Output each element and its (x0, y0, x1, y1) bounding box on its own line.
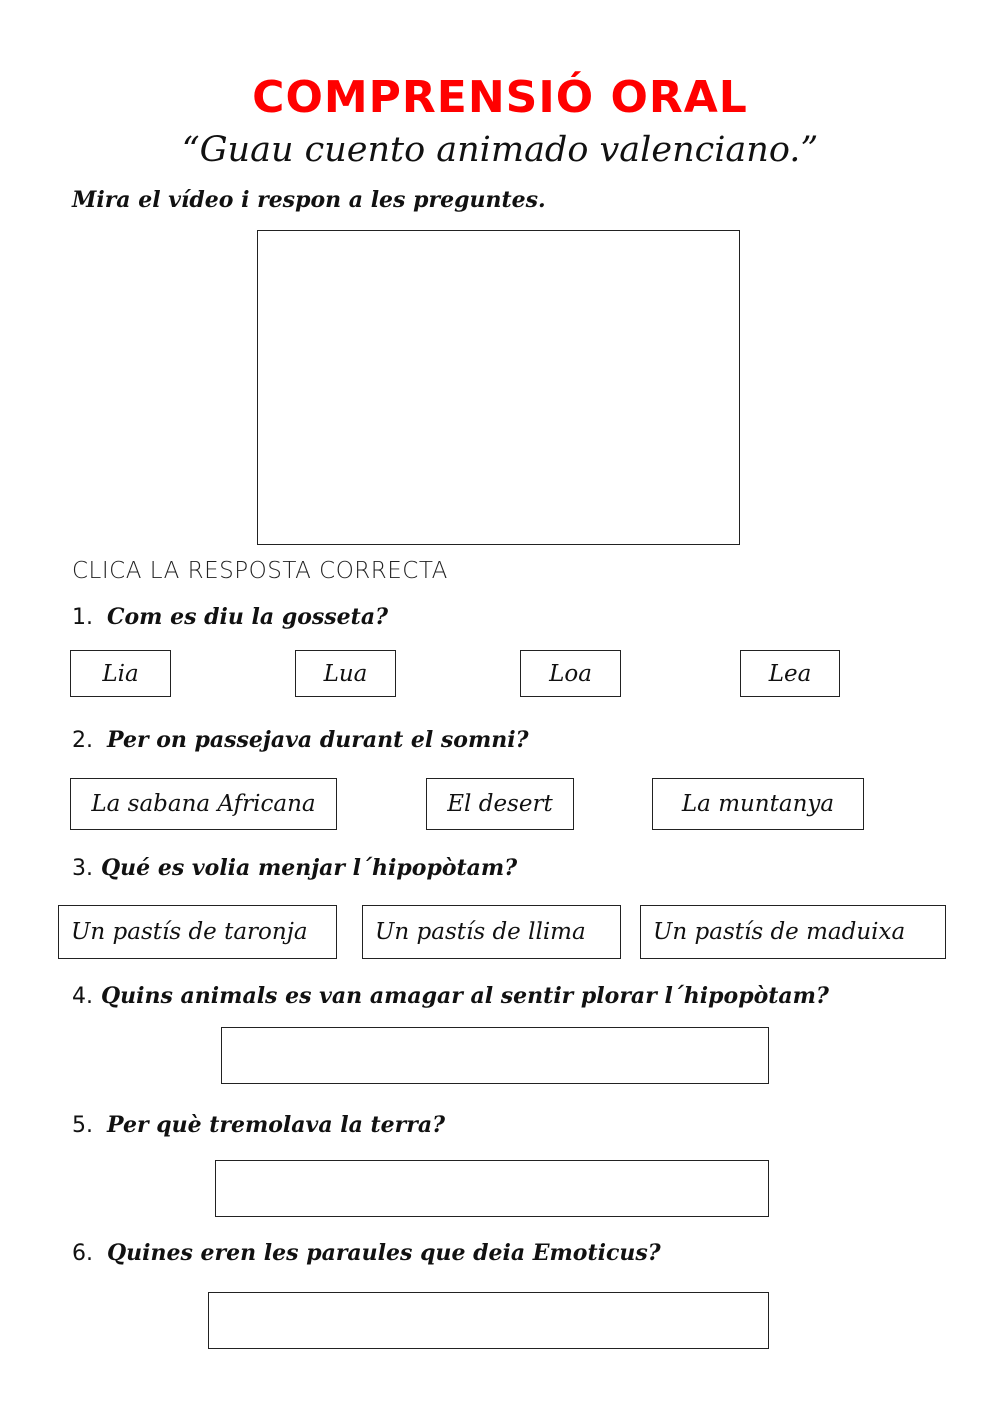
question-text: Per què tremolava la terra? (107, 1112, 446, 1138)
question-number: 6. (72, 1241, 93, 1266)
question-number: 1. (72, 605, 93, 630)
question-text: Quins animals es van amagar al sentir plorar l´hipopòtam? (101, 983, 829, 1009)
question-text: Com es diu la gosseta? (107, 604, 388, 630)
question-2 (72, 726, 528, 755)
q5-answer-field[interactable] (215, 1160, 769, 1217)
question-text: Quines eren les paraules que deia Emoticus? (107, 1240, 661, 1266)
question-number: 3. (72, 856, 93, 881)
question-6 (72, 1239, 661, 1268)
q3-option-maduixa[interactable]: Un pastís de maduixa (640, 905, 946, 959)
question-number: 4. (72, 984, 93, 1009)
question-text: Per on passejava durant el somni? (107, 727, 529, 753)
q1-option-lea[interactable]: Lea (740, 650, 840, 697)
q1-option-loa[interactable]: Loa (520, 650, 621, 697)
section-label: CLICA LA RESPOSTA CORRECTA (72, 558, 448, 584)
q1-option-lia[interactable]: Lia (70, 650, 171, 697)
q1-option-lua[interactable]: Lua (295, 650, 396, 697)
q6-answer-field[interactable] (208, 1292, 769, 1349)
question-1 (72, 603, 388, 632)
video-frame[interactable] (257, 230, 740, 545)
q2-option-desert[interactable]: El desert (426, 778, 574, 830)
q2-option-muntanya[interactable]: La muntanya (652, 778, 864, 830)
question-4 (72, 982, 829, 1011)
question-text: Qué es volia menjar l´hipopòtam? (101, 855, 518, 881)
page-title: COMPRENSIÓ ORAL (252, 72, 748, 123)
q3-option-llima[interactable]: Un pastís de llima (362, 905, 621, 959)
q3-option-taronja[interactable]: Un pastís de taronja (58, 905, 337, 959)
question-number: 2. (72, 728, 93, 753)
page-subtitle: “Guau cuento animado valenciano.” (181, 130, 819, 170)
instruction-text: Mira el vídeo i respon a les preguntes. (72, 187, 546, 213)
question-5 (72, 1111, 445, 1140)
question-3 (72, 854, 517, 883)
q4-answer-field[interactable] (221, 1027, 769, 1084)
question-number: 5. (72, 1113, 93, 1138)
q2-option-sabana[interactable]: La sabana Africana (70, 778, 337, 830)
